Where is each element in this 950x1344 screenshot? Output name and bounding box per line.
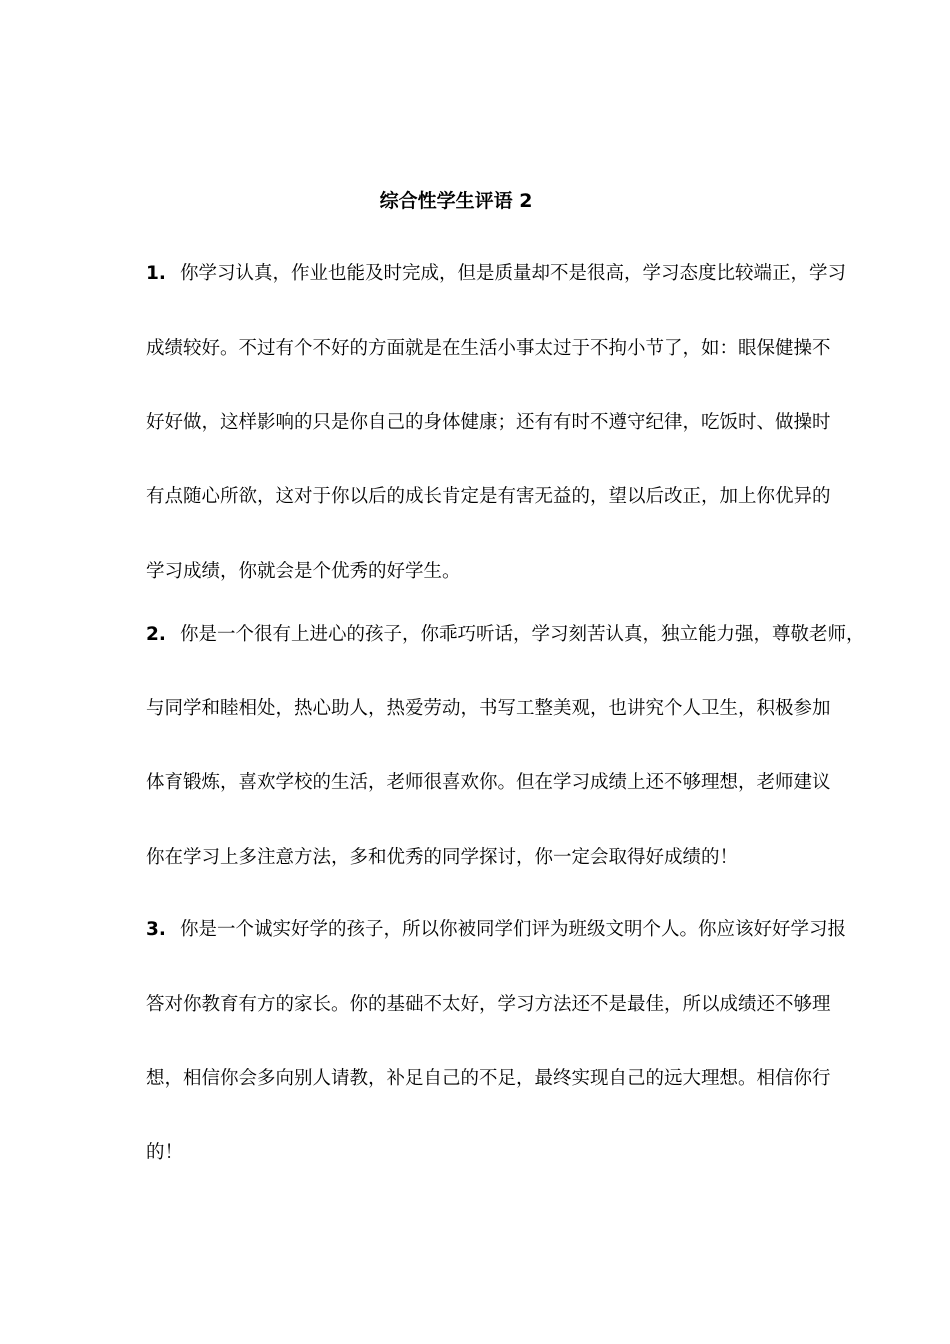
paragraph-line: [146, 622, 886, 648]
paragraph-line: 学习成绩，你就会是个优秀的好学生。: [146, 561, 461, 582]
item-number: 2.: [146, 624, 166, 645]
paragraph-line: 答对你教育有方的家长。你的基础不太好，学习方法还不是最佳，所以成绩还不够理: [146, 994, 831, 1015]
paragraph-line: 体育锻炼，喜欢学校的生活，老师很喜欢你。但在学习成绩上还不够理想，老师建议: [146, 772, 831, 793]
paragraph-line: 成绩较好。不过有个不好的方面就是在生活小事太过于不拘小节了，如：眼保健操不: [146, 338, 831, 359]
paragraph-line: [146, 261, 886, 287]
paragraph-line: 与同学和睦相处，热心助人，热爱劳动，书写工整美观，也讲究个人卫生，积极参加: [146, 698, 831, 719]
line-text: 你是一个很有上进心的孩子，你乖巧听话，学习刻苦认真，独立能力强，尊敬老师，: [180, 624, 865, 645]
document-title: 综合性学生评语 2: [379, 190, 533, 212]
paragraph-line: 的！: [146, 1142, 184, 1163]
line-text: 你学习认真，作业也能及时完成，但是质量却不是很高，学习态度比较端正，学习: [180, 263, 847, 284]
line-text: 你是一个诚实好学的孩子，所以你被同学们评为班级文明个人。你应该好好学习报: [180, 919, 847, 940]
paragraph-line: 想，相信你会多向别人请教，补足自己的不足，最终实现自己的远大理想。相信你行: [146, 1068, 831, 1089]
paragraph-line: 你在学习上多注意方法，多和优秀的同学探讨，你一定会取得好成绩的！: [146, 847, 739, 868]
item-number: 3.: [146, 919, 166, 940]
item-number: 1.: [146, 263, 166, 284]
paragraph-line: 好好做，这样影响的只是你自己的身体健康；还有有时不遵守纪律，吃饭时、做操时: [146, 412, 831, 433]
paragraph-line: [146, 917, 886, 943]
paragraph-line: 有点随心所欲，这对于你以后的成长肯定是有害无益的，望以后改正，加上你优异的: [146, 486, 831, 507]
